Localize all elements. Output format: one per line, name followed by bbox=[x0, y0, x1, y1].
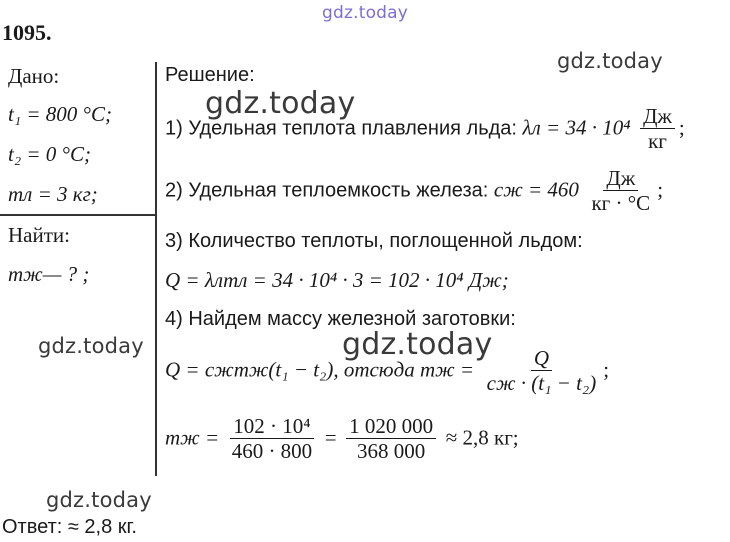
step-4-formula-line: Q = cжmж(t₁ − t₂), отсюда mж = $\frac{Q}{\text{cж · (t₁ − t₂)}}$ ; bbox=[165, 346, 610, 396]
watermark: gdz.today bbox=[557, 49, 663, 73]
answer: Ответ: ≈ 2,8 кг. bbox=[2, 516, 137, 538]
given-t2: t₂ = 0 °C; bbox=[8, 142, 91, 166]
watermark: gdz.today bbox=[38, 334, 144, 358]
find-title: Найти: bbox=[8, 223, 70, 247]
given-t1: t₁ = 800 °C; bbox=[8, 102, 112, 126]
step-3-text: 3) Количество теплоты, поглощенной льдом: bbox=[165, 230, 583, 252]
watermark: gdz.today bbox=[46, 488, 152, 512]
step-4-text: 4) Найдем массу железной заготовки: bbox=[165, 308, 516, 330]
watermark: gdz.today bbox=[205, 86, 356, 121]
step-2: 2) Удельная теплоемкость железа: cж = 460 $\frac{Дж}{кг \cdot ^\circ C}$ ; bbox=[165, 166, 664, 216]
step-2-unit-den: кг · °C bbox=[591, 191, 651, 216]
calc-frac1-den: 460 · 800 bbox=[231, 439, 313, 464]
calculation-line: mж = $\frac{\text{102 · 10⁴}}{460 \cdot 800}$ = $\frac{1 020 000}{368 000}$ ≈ 2,8 кг; bbox=[165, 414, 519, 464]
solution-title: Решение: bbox=[165, 64, 255, 86]
watermark: gdz.today bbox=[322, 3, 409, 23]
step-1-unit bbox=[640, 104, 675, 154]
watermark: gdz.today bbox=[342, 327, 493, 362]
step-4-formula: Q = cжmж(t₁ − t₂), отсюда mж = bbox=[165, 357, 475, 382]
calc-fraction-1 bbox=[229, 414, 316, 464]
step-1-text: 1) Удельная теплота плавления льда: bbox=[165, 117, 517, 140]
calc-result: ≈ 2,8 кг; bbox=[445, 425, 519, 450]
problem-number: 1095. bbox=[2, 20, 52, 45]
step-2-text: 2) Удельная теплоемкость железа: bbox=[165, 179, 489, 202]
step-3-formula: Q = λлmл = 34 · 10⁴ · 3 = 102 · 10⁴ Дж; bbox=[165, 268, 509, 292]
given-mass: mл = 3 кг; bbox=[8, 182, 98, 206]
step-4-fraction bbox=[484, 346, 600, 396]
calc-frac2-num: 1 020 000 bbox=[346, 414, 436, 439]
step-2-unit-num: Дж bbox=[603, 166, 638, 191]
find-item: mж— ? ; bbox=[8, 262, 90, 286]
calc-frac2-den: 368 000 bbox=[357, 439, 426, 464]
step-2-unit bbox=[588, 166, 653, 216]
divider-vertical bbox=[155, 62, 157, 476]
step-1: 1) Удельная теплота плавления льда: λл = 34 · 10⁴ $\frac{Дж}{кг}$ ; bbox=[165, 104, 685, 154]
calc-lhs: mж = bbox=[165, 425, 220, 450]
step-4-frac-num: Q bbox=[531, 346, 552, 371]
step-1-unit-den: кг bbox=[648, 129, 667, 154]
step-4-frac-den: cж · (t₁ − t₂) bbox=[486, 371, 597, 396]
step-1-formula: λл = 34 · 10⁴ bbox=[522, 115, 631, 140]
calc-fraction-2 bbox=[346, 414, 436, 464]
calc-frac1-num: 102 · 10⁴ bbox=[230, 414, 313, 439]
given-title: Дано: bbox=[8, 64, 60, 88]
step-1-unit-num: Дж bbox=[640, 104, 675, 129]
step-2-formula: cж = 460 bbox=[493, 177, 579, 202]
divider-horizontal bbox=[0, 214, 155, 216]
